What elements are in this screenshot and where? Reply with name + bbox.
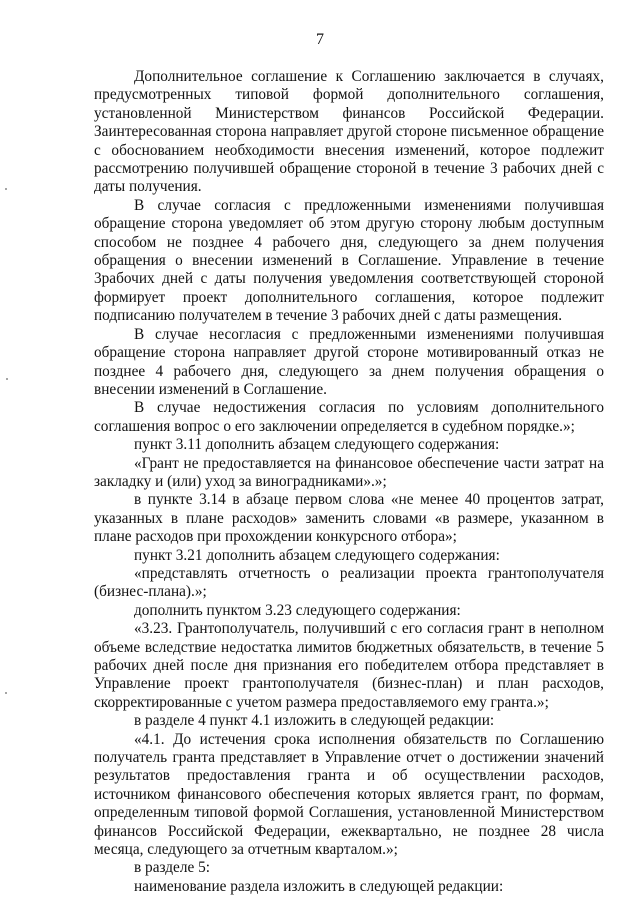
paragraph-agreement-conclusion: Дополнительное соглашение к Соглашению заключается в случаях, предусмотренных типовой формой дополнительного соглашения, установленной Министерством финансов Российской Федерации. Заинтересованная сторона направляет другой стороне письменное обращение с обоснованием необходимости внесения изменений, которое подлежит рассмотрению получившей обращение стороной в течение 3 рабочих дней с даты получения. [94,68,604,196]
page-number: 7 [316,31,324,48]
document-body [94,68,604,896]
paragraph-section-4-intro: в разделе 4 пункт 4.1 изложить в следующей редакции: [134,712,495,730]
paragraph-item-3-11: пункт 3.11 дополнить абзацем следующего содержания: [134,436,500,454]
scan-speck [6,378,8,380]
paragraph-item-3-23-intro: дополнить пунктом 3.23 следующего содержания: [134,601,461,619]
paragraph-no-agreement-case: В случае недостижения согласия по условиям дополнительного соглашения вопрос о его заключении определяется в судебном порядке.»; [94,399,604,435]
paragraph-section-5: в разделе 5: [134,859,210,877]
paragraph-item-3-14: в пункте 3.14 в абзаце первом слова «не менее 40 процентов затрат, указанных в плане расходов» заменить словами «в размере, указанном в плане расходов при прохождении конкурсного отбора»; [94,491,604,546]
scan-speck [5,188,7,190]
scan-speck [5,692,7,694]
paragraph-section-title-change: наименование раздела изложить в следующей редакции: [134,877,504,895]
paragraph-item-3-21: пункт 3.21 дополнить абзацем следующего содержания: [134,546,500,564]
paragraph-reporting: «представлять отчетность о реализации проекта грантополучателя (бизнес-плана).»; [94,564,604,601]
paragraph-item-4-1: «4.1. До истечения срока исполнения обязательств по Соглашению получатель гранта представляет в Управление отчет о достижении значений результатов предоставления гранта и об осуществлении расходов, источником финансового обеспечения которых является грант, по формам, определенным типовой формой Соглашения, установленной Министерством финансов Российской Федерации, ежеквартально, не позднее 28 числа месяца, следующего за отчетным кварталом.»; [94,730,604,859]
paragraph-grant-vineyards: «Грант не предоставляется на финансовое обеспечение части затрат на закладку и (или) уход за виноградниками».»; [94,454,604,490]
paragraph-disagreement-case: В случае несогласия с предложенными изменениями получившая обращение сторона направляет другой стороне мотивированный отказ не позднее 4 рабочего дня, следующего за днем получения обращения о внесении изменений в Соглашение. [94,325,604,398]
paragraph-item-3-23: «3.23. Грантополучатель, получивший с его согласия грант в неполном объеме вследствие недостатка лимитов бюджетных обязательств, в течение 5 рабочих дней после дня признания его победителем отбора представляет в Управление проект грантополучателя (бизнес-план) и план расходов, скорректированные с учетом размера предоставляемого ему гранта.»; [94,620,604,711]
paragraph-consent-case: В случае согласия с предложенными изменениями получившая обращение сторона уведомляет об этом другую сторону любым доступным способом не позднее 4 рабочего дня, следующего за днем получения обращения о внесении изменений в Соглашение. Управление в течение 3рабочих дней с даты получения уведомления соответствующей стороной формирует проект дополнительного соглашения, которое подлежит подписанию получателем в течение 3 рабочих дней с даты размещения. [94,196,604,325]
